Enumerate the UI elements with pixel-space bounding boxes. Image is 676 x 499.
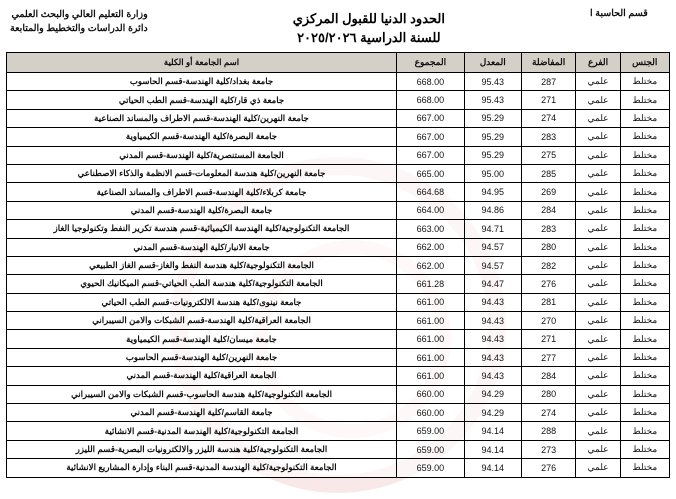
- cell-gender: مختلط: [620, 164, 669, 182]
- cell-total: 661.00: [397, 312, 465, 330]
- cell-institution: جامعة القاسم/كلية الهندسة-قسم المدني: [7, 404, 397, 422]
- cell-gender: مختلط: [620, 367, 669, 385]
- cell-average: 94.86: [464, 201, 521, 219]
- cell-total: 663.00: [397, 220, 465, 238]
- cell-branch: علمي: [576, 146, 620, 164]
- ministry-block: [10, 8, 148, 37]
- cell-branch: علمي: [576, 293, 620, 311]
- cell-total: 667.00: [397, 109, 465, 127]
- table-body: [7, 73, 670, 478]
- cell-gender: مختلط: [620, 73, 669, 91]
- cell-average: 94.14: [464, 440, 521, 458]
- cell-total: 667.00: [397, 128, 465, 146]
- cell-average: 94.43: [464, 293, 521, 311]
- table-row: [7, 422, 670, 440]
- cell-average: 94.43: [464, 367, 521, 385]
- cell-branch: علمي: [576, 164, 620, 182]
- cell-total: 659.00: [397, 440, 465, 458]
- cell-average: 94.43: [464, 348, 521, 366]
- cell-competition: 271: [521, 91, 576, 109]
- cell-institution: الجامعة العراقية/كلية الهندسة-قسم المدني: [7, 367, 397, 385]
- cell-competition: 276: [521, 459, 576, 477]
- cell-competition: 282: [521, 256, 576, 274]
- table-row: [7, 183, 670, 201]
- cell-branch: علمي: [576, 128, 620, 146]
- cell-branch: علمي: [576, 348, 620, 366]
- cell-gender: مختلط: [620, 256, 669, 274]
- cell-gender: مختلط: [620, 348, 669, 366]
- cell-gender: مختلط: [620, 404, 669, 422]
- cell-total: 661.28: [397, 275, 465, 293]
- cell-branch: علمي: [576, 367, 620, 385]
- cell-gender: مختلط: [620, 183, 669, 201]
- cell-competition: 285: [521, 164, 576, 182]
- cell-competition: 274: [521, 109, 576, 127]
- cell-institution: جامعة بغداد/كلية الهندسة-قسم الحاسوب: [7, 73, 397, 91]
- document-header: [0, 0, 676, 52]
- cell-gender: مختلط: [620, 109, 669, 127]
- cell-total: 661.00: [397, 367, 465, 385]
- cell-competition: 288: [521, 422, 576, 440]
- cell-institution: الجامعة التكنولوجية/كلية هندسة الطب الحياتي-قسم الميكانيك الحيوي: [7, 275, 397, 293]
- cell-institution: الجامعة التكنولوجية/كلية الهندسة المدنية-قسم البناء وإدارة المشاريع الانشائية: [7, 459, 397, 477]
- cell-total: 661.00: [397, 293, 465, 311]
- cell-gender: مختلط: [620, 330, 669, 348]
- cell-total: 664.00: [397, 201, 465, 219]
- cell-gender: مختلط: [620, 293, 669, 311]
- cell-gender: مختلط: [620, 440, 669, 458]
- table-row: [7, 73, 670, 91]
- cell-total: 668.00: [397, 73, 465, 91]
- cell-gender: مختلط: [620, 275, 669, 293]
- cell-total: 664.68: [397, 183, 465, 201]
- cell-branch: علمي: [576, 275, 620, 293]
- cell-institution: جامعة الانبار/كلية الهندسة-قسم المدني: [7, 238, 397, 256]
- column-header-competition: المفاضلة: [521, 53, 576, 73]
- cell-institution: جامعة كربلاء/كلية الهندسة-قسم الاطراف والمساند الصناعية: [7, 183, 397, 201]
- cell-institution: جامعة ذي قار/كلية الهندسة-قسم الطب الحياتي: [7, 91, 397, 109]
- cell-institution: جامعة البصرة/كلية الهندسة-قسم الكيمياوية: [7, 128, 397, 146]
- table-row: [7, 256, 670, 274]
- column-header-branch: الفرع: [576, 53, 620, 73]
- cell-average: 95.29: [464, 109, 521, 127]
- title-line-2: للسنة الدراسية ٢٠٢٥/٢٠٢٦: [297, 29, 441, 45]
- cell-competition: 284: [521, 367, 576, 385]
- cell-average: 94.29: [464, 404, 521, 422]
- cell-average: 94.14: [464, 459, 521, 477]
- cell-total: 659.00: [397, 422, 465, 440]
- cell-average: 94.43: [464, 330, 521, 348]
- table-row: [7, 367, 670, 385]
- cell-average: 94.57: [464, 238, 521, 256]
- cell-gender: مختلط: [620, 385, 669, 403]
- cell-average: 94.47: [464, 275, 521, 293]
- cell-competition: 283: [521, 128, 576, 146]
- table-row: [7, 275, 670, 293]
- cell-institution: الجامعة التكنولوجية/كلية هندسة النفط والغاز-قسم الغاز الطبيعي: [7, 256, 397, 274]
- cell-institution: الجامعة التكنولوجية/كلية الهندسة الكيميائية-قسم هندسة تكرير النفط وتكنولوجيا الغاز: [7, 220, 397, 238]
- column-header-gender: الجنس: [620, 53, 669, 73]
- table-row: [7, 293, 670, 311]
- cell-branch: علمي: [576, 91, 620, 109]
- cell-competition: 287: [521, 73, 576, 91]
- column-header-total: المجموع: [397, 53, 465, 73]
- cell-average: 95.43: [464, 73, 521, 91]
- cell-gender: مختلط: [620, 128, 669, 146]
- cell-total: 667.00: [397, 146, 465, 164]
- table-row: [7, 404, 670, 422]
- cell-institution: جامعة النهرين/كلية الهندسة-قسم الحاسوب: [7, 348, 397, 366]
- cell-branch: علمي: [576, 201, 620, 219]
- cell-total: 659.00: [397, 459, 465, 477]
- cell-average: 94.29: [464, 385, 521, 403]
- cell-total: 665.00: [397, 164, 465, 182]
- cell-institution: الجامعة التكنولوجية/كلية الهندسة المدنية-قسم الانشائية: [7, 422, 397, 440]
- cell-competition: 275: [521, 146, 576, 164]
- cell-institution: الجامعة العراقية/كلية الهندسة-قسم الشبكات والامن السيبراني: [7, 312, 397, 330]
- cell-gender: مختلط: [620, 312, 669, 330]
- cell-branch: علمي: [576, 256, 620, 274]
- cell-branch: علمي: [576, 238, 620, 256]
- column-header-average: المعدل: [464, 53, 521, 73]
- cell-branch: علمي: [576, 440, 620, 458]
- cell-gender: مختلط: [620, 238, 669, 256]
- cell-competition: 283: [521, 220, 576, 238]
- table-row: [7, 440, 670, 458]
- cell-gender: مختلط: [620, 459, 669, 477]
- cell-gender: مختلط: [620, 91, 669, 109]
- cell-gender: مختلط: [620, 146, 669, 164]
- cell-branch: علمي: [576, 312, 620, 330]
- cell-competition: 270: [521, 312, 576, 330]
- cell-branch: علمي: [576, 459, 620, 477]
- cell-competition: 271: [521, 330, 576, 348]
- cell-average: 95.29: [464, 128, 521, 146]
- cell-gender: مختلط: [620, 201, 669, 219]
- cell-branch: علمي: [576, 73, 620, 91]
- cell-average: 95.29: [464, 146, 521, 164]
- cell-total: 668.00: [397, 91, 465, 109]
- cell-average: 94.57: [464, 256, 521, 274]
- cell-total: 662.00: [397, 238, 465, 256]
- table-row: [7, 330, 670, 348]
- header-left-note-text: قسم الحاسبة ا: [590, 8, 648, 19]
- cell-institution: جامعة النهرين/كلية الهندسة-قسم الاطراف والمساند الصناعية: [7, 109, 397, 127]
- cell-competition: 280: [521, 238, 576, 256]
- admission-table-container: [0, 52, 676, 478]
- table-row: [7, 201, 670, 219]
- cell-average: 95.43: [464, 91, 521, 109]
- cell-branch: علمي: [576, 385, 620, 403]
- table-row: [7, 164, 670, 182]
- ministry-line-2: دائرة الدراسات والتخطيط والمتابعة: [10, 23, 148, 35]
- cell-institution: جامعة البصرة/كلية الهندسة-قسم المدني: [7, 201, 397, 219]
- cell-competition: 280: [521, 385, 576, 403]
- cell-total: 661.00: [397, 348, 465, 366]
- admission-table: [6, 52, 670, 478]
- table-row: [7, 238, 670, 256]
- cell-branch: علمي: [576, 330, 620, 348]
- table-row: [7, 146, 670, 164]
- cell-competition: 277: [521, 348, 576, 366]
- document-title: [148, 10, 590, 48]
- ministry-line-1: وزارة التعليم العالي والبحث العلمي: [11, 9, 148, 20]
- cell-institution: جامعة ميسان/كلية الهندسة-قسم الكيمياوية: [7, 330, 397, 348]
- cell-institution: الجامعة التكنولوجية/كلية هندسة الليزر والالكترونيات البصرية-قسم الليزر: [7, 440, 397, 458]
- table-row: [7, 348, 670, 366]
- cell-competition: 276: [521, 275, 576, 293]
- cell-gender: مختلط: [620, 422, 669, 440]
- cell-competition: 273: [521, 440, 576, 458]
- cell-institution: الجامعة التكنولوجية/كلية هندسة الحاسوب-قسم الشبكات والامن السيبراني: [7, 385, 397, 403]
- cell-average: 94.71: [464, 220, 521, 238]
- cell-total: 660.00: [397, 385, 465, 403]
- cell-branch: علمي: [576, 220, 620, 238]
- cell-average: 94.14: [464, 422, 521, 440]
- table-row: [7, 385, 670, 403]
- table-row: [7, 91, 670, 109]
- cell-institution: جامعة النهرين/كلية هندسة المعلومات-قسم الانظمة والذكاء الاصطناعي: [7, 164, 397, 182]
- column-header-institution: اسم الجامعة أو الكلية: [7, 53, 397, 73]
- table-header: [7, 53, 670, 73]
- table-header-row: [7, 53, 670, 73]
- cell-average: 94.95: [464, 183, 521, 201]
- cell-total: 662.00: [397, 256, 465, 274]
- cell-institution: الجامعة المستنصرية/كلية الهندسة-قسم المدني: [7, 146, 397, 164]
- cell-total: 660.00: [397, 404, 465, 422]
- cell-competition: 274: [521, 404, 576, 422]
- cell-branch: علمي: [576, 109, 620, 127]
- table-row: [7, 109, 670, 127]
- cell-average: 94.43: [464, 312, 521, 330]
- cell-competition: 284: [521, 201, 576, 219]
- table-row: [7, 128, 670, 146]
- cell-branch: علمي: [576, 183, 620, 201]
- cell-branch: علمي: [576, 404, 620, 422]
- table-row: [7, 459, 670, 477]
- title-line-1: الحدود الدنيا للقبول المركزي: [292, 11, 445, 26]
- cell-branch: علمي: [576, 422, 620, 440]
- cell-gender: مختلط: [620, 220, 669, 238]
- cell-institution: جامعة نينوى/كلية هندسة الالكترونيات-قسم الطب الحياتي: [7, 293, 397, 311]
- table-row: [7, 312, 670, 330]
- cell-competition: 269: [521, 183, 576, 201]
- cell-competition: 281: [521, 293, 576, 311]
- cell-average: 95.00: [464, 164, 521, 182]
- cell-total: 661.00: [397, 330, 465, 348]
- table-row: [7, 220, 670, 238]
- header-left-note: [590, 8, 666, 19]
